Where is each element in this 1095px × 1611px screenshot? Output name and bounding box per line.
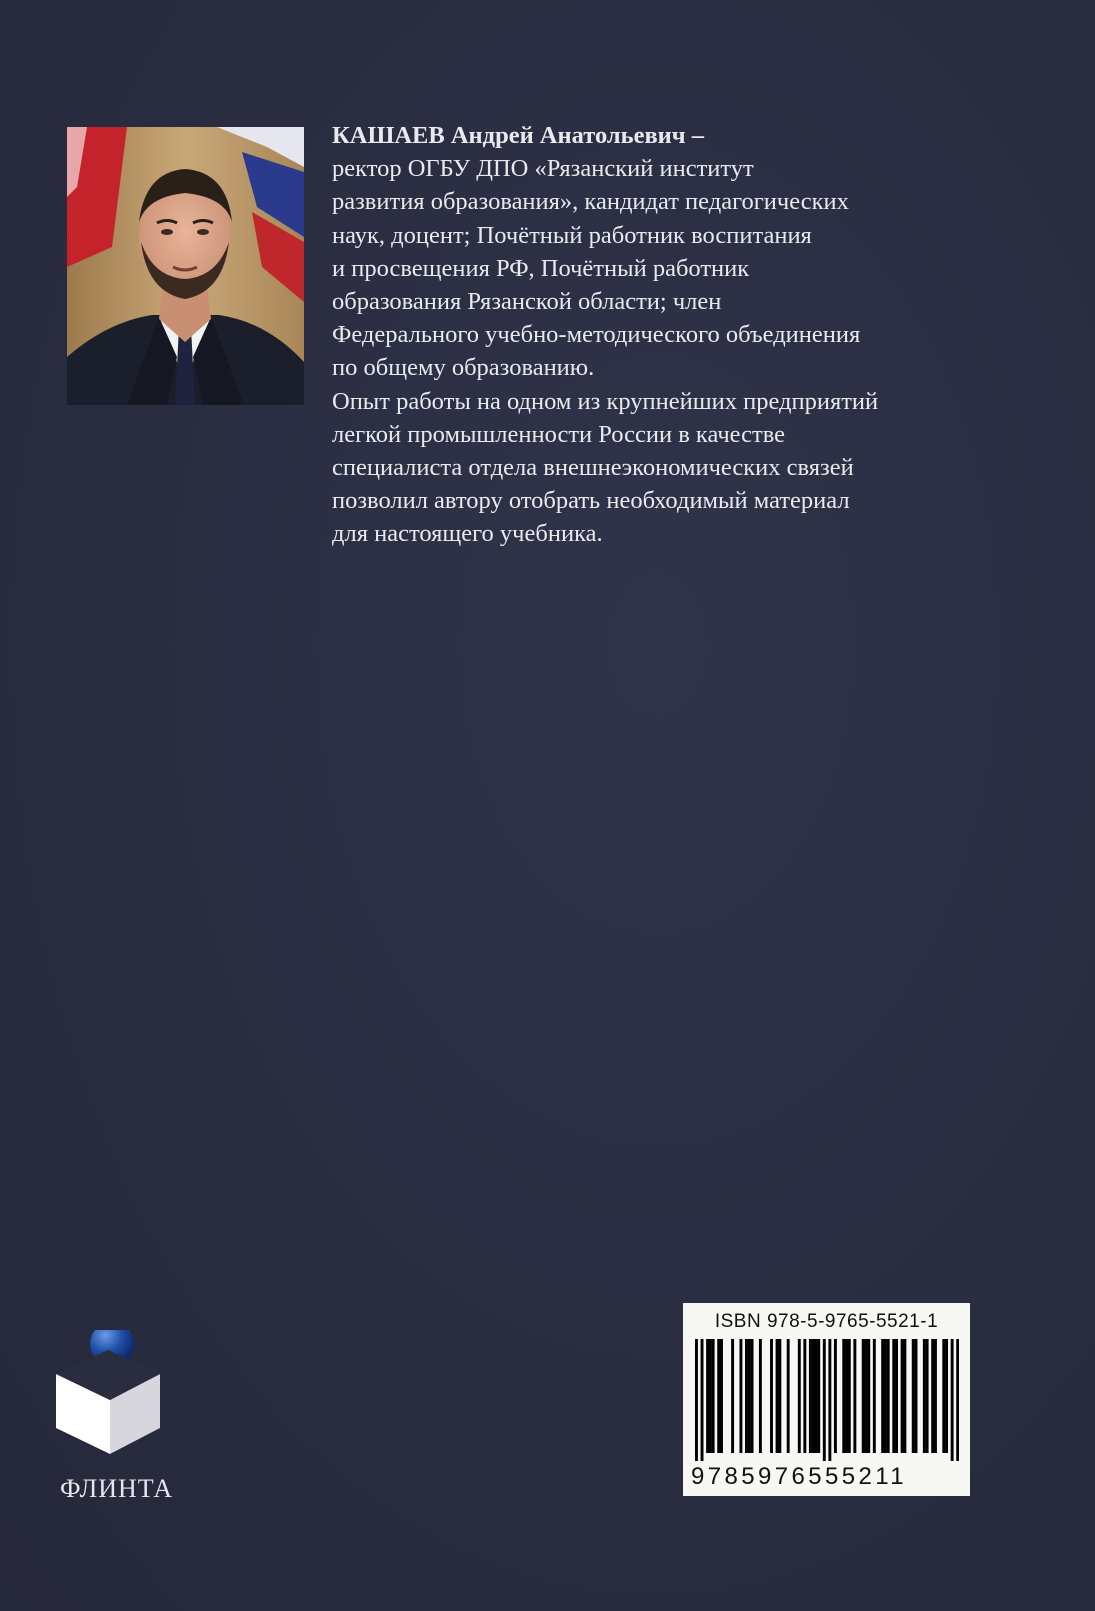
barcode-bar: [895, 1339, 898, 1453]
bio-line: развития образования», кандидат педагогических: [332, 188, 849, 216]
barcode-bar: [845, 1339, 848, 1453]
barcode-bar: [862, 1339, 865, 1453]
barcode-bar: [787, 1339, 790, 1453]
author-photo: [67, 127, 304, 405]
barcode-bar: [881, 1339, 884, 1453]
barcode-bar: [915, 1339, 918, 1453]
bio-line: Опыт работы на одном из крупнейших предприятий: [332, 387, 879, 415]
bio-line: и просвещения РФ, Почётный работник: [332, 254, 750, 282]
barcode-bar: [848, 1339, 851, 1453]
barcode-bars: [695, 1339, 959, 1461]
barcode-bar: [867, 1339, 870, 1453]
bio-line: наук, доцент; Почётный работник воспитания: [332, 221, 812, 249]
bio-line: позволил автору отобрать необходимый материал: [332, 487, 850, 515]
barcode-bar: [695, 1339, 698, 1461]
barcode-bar: [912, 1339, 915, 1453]
barcode-bar: [926, 1339, 929, 1453]
barcode-bar: [776, 1339, 779, 1453]
barcode-bar: [945, 1339, 948, 1453]
barcode-bar: [809, 1339, 812, 1453]
barcode-bar: [798, 1339, 801, 1453]
barcode-bar: [901, 1339, 904, 1453]
barcode-bar: [873, 1339, 876, 1453]
barcode-bar: [884, 1339, 887, 1453]
barcode-bar: [931, 1339, 934, 1453]
barcode-bar: [865, 1339, 868, 1453]
barcode-bar: [951, 1339, 954, 1461]
barcode-bar: [803, 1339, 806, 1453]
barcode-bar: [706, 1339, 709, 1453]
author-bio: [332, 119, 1032, 551]
barcode-bar: [934, 1339, 937, 1453]
barcode-bar: [739, 1339, 742, 1453]
isbn-barcode: [683, 1303, 970, 1496]
barcode-bar: [748, 1339, 751, 1453]
barcode-bar: [956, 1339, 959, 1461]
barcode-bar: [717, 1339, 720, 1453]
barcode-bar: [842, 1339, 845, 1453]
barcode-bar: [903, 1339, 906, 1453]
barcode-bar: [770, 1339, 773, 1453]
barcode-bar: [923, 1339, 926, 1453]
bio-line: для настоящего учебника.: [332, 520, 603, 548]
barcode-bar: [814, 1339, 817, 1453]
barcode-bar: [817, 1339, 820, 1453]
barcode-bar: [759, 1339, 762, 1453]
barcode-bar: [887, 1339, 890, 1453]
publisher-name: ФЛИНТА: [60, 1474, 174, 1503]
barcode-bar: [823, 1339, 826, 1461]
barcode-bar: [834, 1339, 837, 1453]
barcode-digits: 9785976555211: [691, 1463, 907, 1490]
bio-line: образования Рязанской области; член: [332, 288, 722, 316]
bio-line: легкой промышленности России в качестве: [332, 420, 786, 448]
barcode-bar: [720, 1339, 723, 1453]
bio-line: ректор ОГБУ ДПО «Рязанский институт: [332, 155, 754, 183]
barcode-bar: [853, 1339, 856, 1453]
barcode-bar: [709, 1339, 712, 1453]
barcode-bar: [942, 1339, 945, 1453]
isbn-label: ISBN 978-5-9765-5521-1: [714, 1311, 939, 1332]
author-name: КАШАЕВ Андрей Анатольевич –: [332, 122, 704, 149]
barcode-bar: [778, 1339, 781, 1453]
barcode-bar: [745, 1339, 748, 1453]
barcode-bar: [812, 1339, 815, 1453]
barcode-bar: [751, 1339, 754, 1453]
barcode-bar: [712, 1339, 715, 1453]
barcode-bar: [828, 1339, 831, 1461]
bio-line: специалиста отдела внешнеэкономических связей: [332, 454, 854, 482]
barcode-bar: [731, 1339, 734, 1453]
bio-line: Федерального учебно-методического объединения: [332, 321, 861, 349]
barcode-bar: [892, 1339, 895, 1453]
barcode-bar: [701, 1339, 704, 1461]
bio-line: по общему образованию.: [332, 354, 595, 382]
